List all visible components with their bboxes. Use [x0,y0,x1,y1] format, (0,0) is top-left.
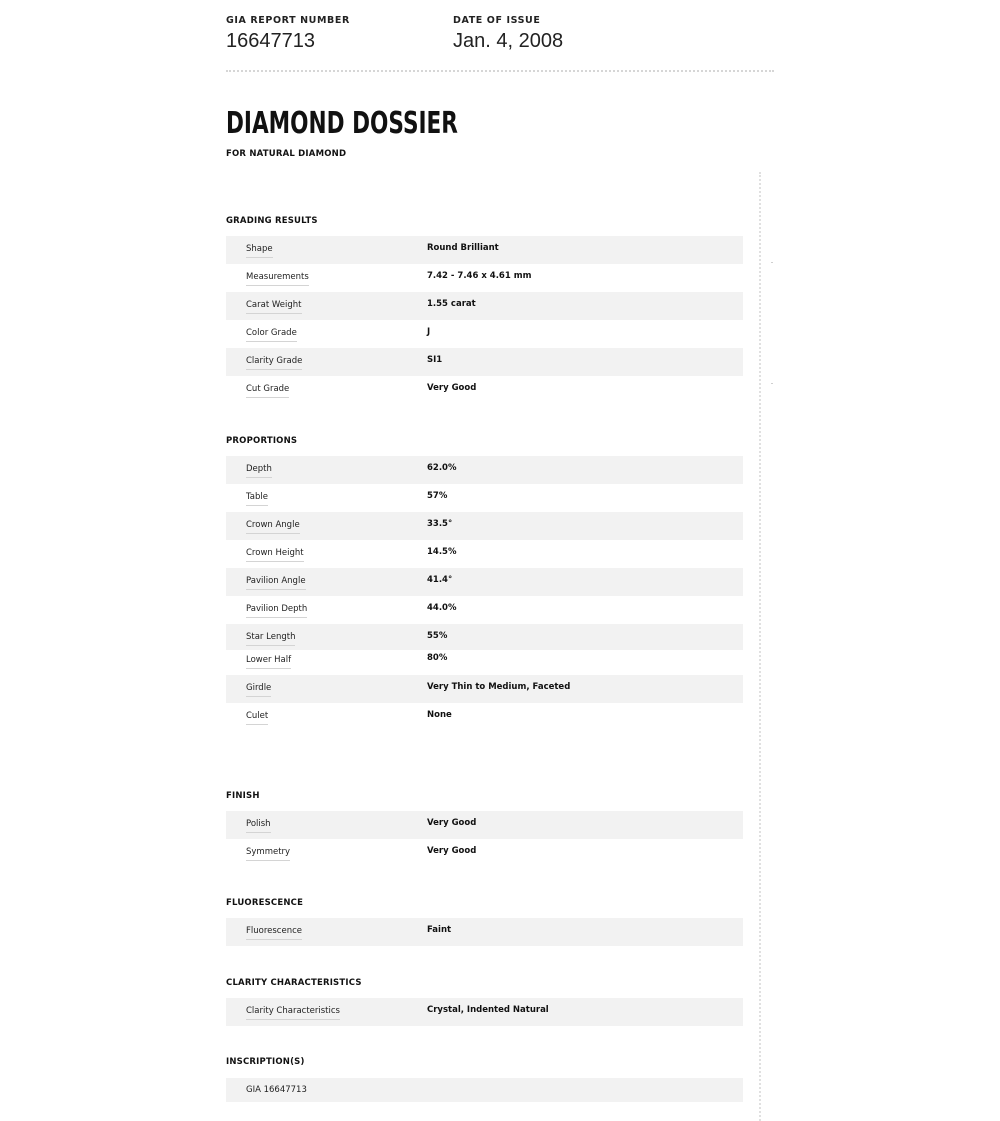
row-label: Girdle [246,683,271,697]
section-title-fluorescence: FLUORESCENCE [226,898,304,908]
report-number: 16647713 [226,30,315,52]
row-label: Carat Weight [246,300,302,314]
row-value: Faint [427,925,452,935]
row-value: Round Brilliant [427,243,499,253]
table-row-color-grade [226,320,743,348]
row-label: Polish [246,819,271,833]
row-value: 41.4° [427,575,453,585]
row-label: Cut Grade [246,384,289,398]
table-row-symmetry [226,839,743,867]
table-row-lower-half [226,648,743,674]
row-value: None [427,710,452,720]
table-row-clarity-grade [226,348,743,376]
table-row-clarity-characteristics [226,998,743,1026]
row-label: Symmetry [246,847,290,861]
divider-tick [771,262,773,263]
page-title: DIAMOND DOSSIER [226,106,458,141]
row-label: Star Length [246,632,295,646]
table-row-culet [226,703,743,731]
page-subtitle: FOR NATURAL DIAMOND [226,149,347,159]
row-value: 14.5% [427,547,457,557]
row-label: Crown Angle [246,520,300,534]
table-row-inscription [226,1078,743,1102]
row-value: Crystal, Indented Natural [427,1005,549,1015]
row-label: Pavilion Depth [246,604,307,618]
table-row-crown-height [226,540,743,568]
row-value: 1.55 carat [427,299,476,309]
row-label: Culet [246,711,268,725]
row-label: Color Grade [246,328,297,342]
row-value: SI1 [427,355,443,365]
section-title-grading-results: GRADING RESULTS [226,216,318,226]
report-number-label: GIA REPORT NUMBER [226,15,350,26]
row-value: 44.0% [427,603,457,613]
row-value: 7.42 - 7.46 x 4.61 mm [427,271,532,281]
row-label: Measurements [246,272,309,286]
row-label: Clarity Grade [246,356,302,370]
inscription-text: GIA 16647713 [246,1085,307,1095]
date-of-issue-label: DATE OF ISSUE [453,15,541,26]
row-value: 57% [427,491,448,501]
table-row-star-length [226,624,743,650]
table-row-measurements [226,264,743,292]
table-row-pavilion-angle [226,568,743,596]
table-row-carat-weight [226,292,743,320]
table-row-pavilion-depth [226,596,743,624]
row-value: 62.0% [427,463,457,473]
row-value: Very Good [427,383,477,393]
section-title-clarity-characteristics: CLARITY CHARACTERISTICS [226,978,362,988]
table-row-fluorescence [226,918,743,946]
divider-tick [771,383,773,384]
row-label: Pavilion Angle [246,576,306,590]
section-title-proportions: PROPORTIONS [226,436,298,446]
date-of-issue: Jan. 4, 2008 [453,30,564,52]
row-value: Very Good [427,818,477,828]
row-value: 33.5° [427,519,453,529]
section-title-inscriptions: INSCRIPTION(S) [226,1057,305,1067]
row-label: Table [246,492,268,506]
row-label: Clarity Characteristics [246,1006,340,1020]
row-label: Shape [246,244,273,258]
row-label: Crown Height [246,548,304,562]
row-value: J [427,327,431,337]
row-label: Fluorescence [246,926,302,940]
table-row-depth [226,456,743,484]
table-row-table [226,484,743,512]
table-row-polish [226,811,743,839]
table-row-cut-grade [226,376,743,404]
row-value: 55% [427,631,448,641]
row-value: Very Good [427,846,477,856]
right-divider [759,172,761,1121]
row-label: Depth [246,464,272,478]
row-label: Lower Half [246,655,291,669]
section-title-finish: FINISH [226,791,260,801]
row-value: 80% [427,653,448,663]
table-row-girdle [226,675,743,703]
header-divider [226,70,774,72]
table-row-shape [226,236,743,264]
table-row-crown-angle [226,512,743,540]
row-value: Very Thin to Medium, Faceted [427,682,571,692]
